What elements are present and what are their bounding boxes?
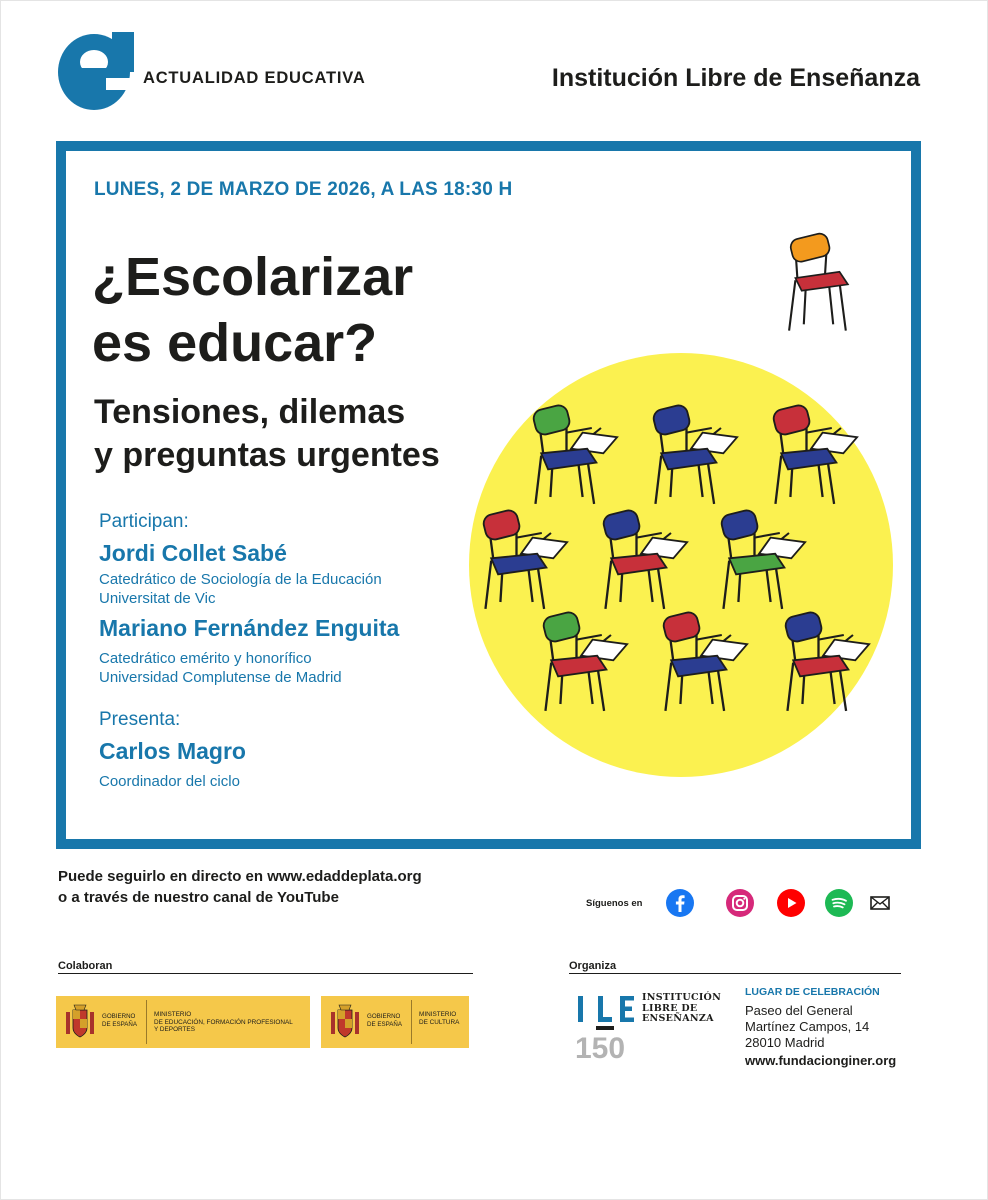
gobierno-line: DE ESPAÑA	[367, 1020, 402, 1028]
gobierno-line: DE ESPAÑA	[102, 1020, 137, 1028]
svg-text:150: 150	[575, 1032, 626, 1060]
streaming-info	[58, 866, 422, 908]
collaborators-divider	[58, 973, 473, 974]
ministry-line: DE EDUCACIÓN, FORMACIÓN PROFESIONAL	[154, 1018, 293, 1026]
gobierno-text	[102, 1013, 137, 1028]
ile-name-line: INSTITUCIÓN	[642, 992, 722, 1003]
collaborators-label: Colaboran	[58, 960, 113, 972]
participant-role-line: Universidad Complutense de Madrid	[99, 669, 342, 686]
presenter-name: Carlos Magro	[99, 738, 246, 764]
organizer-title: Institución Libre de Enseñanza	[551, 64, 920, 92]
participant-role-line: Catedrático de Sociología de la Educación	[99, 571, 382, 588]
ministry-education-logo	[56, 996, 310, 1048]
facebook-icon[interactable]	[666, 889, 694, 917]
venue-label: LUGAR DE CELEBRACIÓN	[745, 986, 880, 998]
title-line: es educar?	[92, 313, 378, 373]
organizer-divider	[569, 973, 901, 974]
brand-name: ACTUALIDAD EDUCATIVA	[143, 69, 366, 87]
participant-name: Mariano Fernández Enguita	[99, 615, 400, 641]
event-title	[92, 244, 413, 376]
spotify-icon[interactable]	[825, 889, 853, 917]
title-line: ¿Escolarizar	[92, 247, 414, 307]
ile-name	[642, 993, 721, 1025]
participant-role	[99, 570, 382, 608]
ministry-culture-logo	[321, 996, 469, 1048]
subtitle-line: y preguntas urgentes	[94, 436, 440, 474]
participant-role	[99, 649, 342, 687]
streaming-line: o a través de nuestro canal de YouTube	[58, 889, 339, 906]
ile-name-line: ENSEÑANZA	[642, 1013, 714, 1024]
ministry-line: MINISTERIO	[154, 1011, 192, 1018]
actualidad-educativa-logo	[58, 28, 134, 110]
mail-icon[interactable]	[866, 889, 894, 917]
address-line: Paseo del General	[745, 1003, 853, 1018]
venue-address	[745, 1003, 896, 1069]
gobierno-text	[367, 1013, 402, 1028]
venue-website-link[interactable]: www.fundacionginer.org	[745, 1053, 897, 1068]
ile-name-line: LIBRE DE	[642, 1002, 698, 1014]
address-line: 28010 Madrid	[745, 1035, 825, 1050]
presenter-label: Presenta:	[99, 709, 181, 730]
ministry-line: Y DEPORTES	[154, 1026, 195, 1034]
instagram-icon[interactable]	[726, 889, 754, 917]
chair-orange	[789, 232, 848, 331]
ministry-text	[154, 1011, 293, 1034]
ile-150-logo	[574, 992, 640, 1060]
participant-name: Jordi Collet Sabé	[99, 540, 287, 566]
streaming-line: Puede seguirlo en directo en www.edaddeplata.org	[58, 868, 422, 885]
ministry-text	[419, 1011, 459, 1026]
participant-role-line: Catedrático emérito y honorífico	[99, 650, 312, 667]
logo-separator	[411, 1000, 412, 1044]
participant-role-line: Universitat de Vic	[99, 590, 216, 607]
ministry-line: DE CULTURA	[419, 1018, 460, 1026]
event-date: LUNES, 2 DE MARZO DE 2026, A LAS 18:30 H	[94, 179, 513, 200]
organizer-label: Organiza	[569, 960, 617, 972]
logo-separator	[146, 1000, 147, 1044]
coat-of-arms-icon	[64, 1002, 96, 1042]
gobierno-line: GOBIERNO	[367, 1013, 401, 1020]
ministry-line: MINISTERIO	[419, 1011, 457, 1018]
subtitle-line: Tensiones, dilemas	[94, 393, 406, 431]
youtube-icon[interactable]	[777, 889, 805, 917]
participants-label: Participan:	[99, 511, 189, 532]
coat-of-arms-icon	[329, 1002, 361, 1042]
address-line: Martínez Campos, 14	[745, 1019, 870, 1034]
gobierno-line: GOBIERNO	[102, 1013, 136, 1020]
follow-label: Síguenos en	[586, 898, 643, 909]
chairs-illustration	[462, 220, 902, 800]
event-subtitle	[94, 391, 440, 477]
presenter-role: Coordinador del ciclo	[99, 773, 240, 790]
